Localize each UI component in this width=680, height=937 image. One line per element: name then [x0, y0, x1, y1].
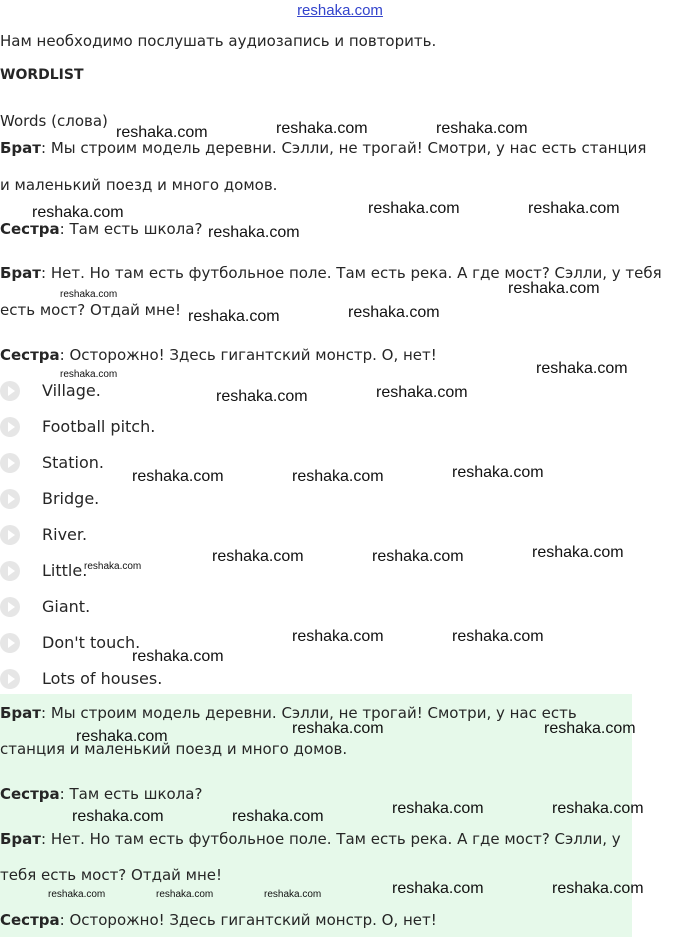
watermark: reshaka.com — [348, 304, 440, 321]
word-label: Giant. — [42, 597, 91, 616]
dialogue-line — [0, 139, 646, 157]
watermark: reshaka.com — [552, 800, 644, 817]
translation-line — [0, 740, 347, 758]
play-icon[interactable] — [0, 669, 20, 689]
watermark: reshaka.com — [132, 468, 224, 485]
line-text: : Нет. Но там есть футбольное поле. Там есть река. А где мост? Сэлли, у — [41, 830, 621, 848]
speaker: Сестра — [0, 346, 60, 364]
speaker: Сестра — [0, 911, 60, 929]
watermark: reshaka.com — [368, 200, 460, 217]
watermark: reshaka.com — [232, 808, 324, 825]
speaker: Сестра — [0, 220, 60, 238]
watermark: reshaka.com — [508, 280, 600, 297]
word-item-football-pitch — [0, 415, 300, 441]
word-label: Lots of houses. — [42, 669, 163, 688]
speaker: Брат — [0, 830, 41, 848]
watermark: reshaka.com — [276, 120, 368, 137]
watermark: reshaka.com — [188, 308, 280, 325]
watermark: reshaka.com — [536, 360, 628, 377]
play-icon[interactable] — [0, 417, 20, 437]
watermark: reshaka.com — [452, 464, 544, 481]
line-text: : Нет. Но там есть футбольное поле. Там есть река. А где мост? Сэлли, у тебя — [41, 264, 662, 282]
play-icon[interactable] — [0, 381, 20, 401]
play-icon[interactable] — [0, 525, 20, 545]
translation-line — [0, 866, 222, 884]
line-text: станция и маленький поезд и много домов. — [0, 740, 348, 758]
line-text: есть мост? Отдай мне! — [0, 301, 182, 319]
watermark: reshaka.com — [544, 720, 636, 737]
watermark: reshaka.com — [292, 468, 384, 485]
watermark: reshaka.com — [392, 800, 484, 817]
speaker: Сестра — [0, 785, 60, 803]
watermark: reshaka.com — [72, 808, 164, 825]
play-icon[interactable] — [0, 561, 20, 581]
speaker: Брат — [0, 704, 41, 722]
watermark: reshaka.com — [216, 388, 308, 405]
watermark: reshaka.com — [292, 628, 384, 645]
intro-text: Нам необходимо послушать аудиозапись и повторить. — [0, 32, 437, 50]
watermark: reshaka.com — [552, 880, 644, 897]
watermark: reshaka.com — [376, 384, 468, 401]
line-text: : Осторожно! Здесь гигантский монстр. О, нет! — [59, 911, 437, 929]
translation-line — [0, 911, 437, 929]
words-subheading: Words (слова) — [0, 112, 108, 130]
watermark: reshaka.com — [48, 889, 106, 900]
watermark: reshaka.com — [116, 124, 208, 141]
word-item-river — [0, 523, 300, 549]
speaker: Брат — [0, 264, 41, 282]
line-text: : Осторожно! Здесь гигантский монстр. О, нет! — [59, 346, 437, 364]
word-label: Don't touch. — [42, 633, 141, 652]
watermark: reshaka.com — [392, 880, 484, 897]
dialogue-line — [0, 220, 202, 238]
translation-line — [0, 830, 621, 848]
play-icon[interactable] — [0, 633, 20, 653]
line-text: : Мы строим модель деревни. Сэлли, не трогай! Смотри, у нас есть станция — [41, 139, 647, 157]
watermark: reshaka.com — [132, 648, 224, 665]
watermark: reshaka.com — [84, 561, 142, 572]
word-label: Station. — [42, 453, 104, 472]
watermark: reshaka.com — [528, 200, 620, 217]
dialogue-line — [0, 346, 437, 364]
watermark: reshaka.com — [60, 289, 118, 300]
play-icon[interactable] — [0, 453, 20, 473]
line-text: : Мы строим модель деревни. Сэлли, не трогай! Смотри, у нас есть — [41, 704, 577, 722]
word-label: River. — [42, 525, 88, 544]
watermark: reshaka.com — [76, 728, 168, 745]
dialogue-line — [0, 301, 181, 319]
word-label: Little. — [42, 561, 88, 580]
line-text: : Там есть школа? — [59, 220, 203, 238]
word-item-bridge — [0, 487, 300, 513]
word-label: Bridge. — [42, 489, 100, 508]
wordlist-heading: WORDLIST — [0, 67, 84, 83]
play-icon[interactable] — [0, 597, 20, 617]
watermark: reshaka.com — [264, 889, 322, 900]
watermark: reshaka.com — [60, 369, 118, 380]
translation-line — [0, 704, 577, 722]
watermark: reshaka.com — [372, 548, 464, 565]
play-icon[interactable] — [0, 489, 20, 509]
watermark: reshaka.com — [292, 720, 384, 737]
watermark: reshaka.com — [156, 889, 214, 900]
word-label: Village. — [42, 381, 101, 400]
translation-line — [0, 785, 202, 803]
line-text: тебя есть мост? Отдай мне! — [0, 866, 223, 884]
site-link[interactable]: reshaka.com — [297, 2, 383, 19]
dialogue-line — [0, 176, 277, 194]
word-item-lots-of-houses — [0, 667, 300, 693]
watermark: reshaka.com — [32, 204, 124, 221]
watermark: reshaka.com — [208, 224, 300, 241]
watermark: reshaka.com — [436, 120, 528, 137]
word-item-giant — [0, 595, 300, 621]
line-text: : Там есть школа? — [59, 785, 203, 803]
line-text: и маленький поезд и много домов. — [0, 176, 278, 194]
watermark: reshaka.com — [212, 548, 304, 565]
word-label: Football pitch. — [42, 417, 156, 436]
watermark: reshaka.com — [452, 628, 544, 645]
speaker: Брат — [0, 139, 41, 157]
watermark: reshaka.com — [532, 544, 624, 561]
